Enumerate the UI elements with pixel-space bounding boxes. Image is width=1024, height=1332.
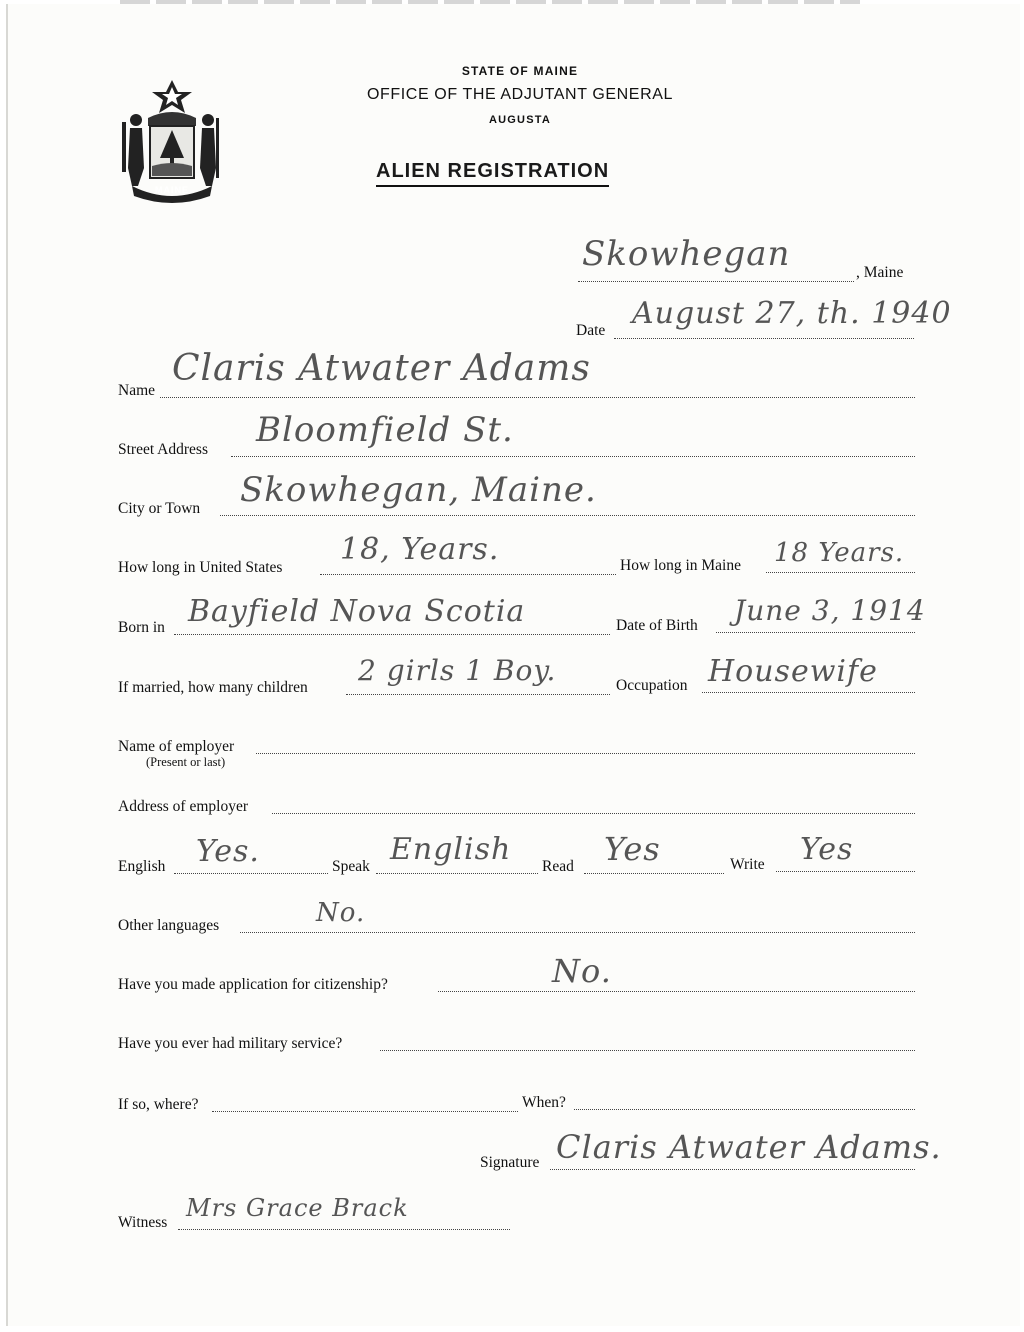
state-seal	[118, 78, 226, 206]
signature-line	[550, 1169, 915, 1170]
how-long-maine-label: How long in Maine	[620, 557, 741, 574]
born-in-line	[174, 634, 610, 635]
citizenship-line	[438, 991, 915, 992]
write-label: Write	[730, 856, 765, 873]
when-line	[574, 1109, 915, 1110]
children-line	[346, 694, 610, 695]
write-line	[776, 871, 915, 872]
seal-banner-text: MAINE	[155, 185, 189, 195]
town-entry: Skowhegan	[582, 234, 791, 274]
read-label: Read	[542, 858, 574, 875]
street-entry: Bloomfield St.	[256, 410, 514, 450]
read-line	[584, 873, 724, 874]
city-line	[220, 515, 915, 516]
english-label: English	[118, 858, 166, 875]
employer-label: Name of employer	[118, 738, 235, 755]
employer-line	[256, 753, 915, 754]
scan-edge	[120, 0, 860, 4]
date-line	[614, 338, 914, 339]
how-long-us-entry: 18, Years.	[340, 532, 500, 567]
employer-address-line	[272, 813, 915, 814]
children-entry: 2 girls 1 Boy.	[358, 654, 557, 687]
signature-entry: Claris Atwater Adams.	[556, 1128, 942, 1166]
witness-line	[178, 1229, 510, 1230]
maine-label: , Maine	[856, 264, 904, 281]
employer-address-label: Address of employer	[118, 798, 248, 815]
when-label: When?	[522, 1094, 566, 1111]
street-line	[231, 456, 915, 457]
occupation-label: Occupation	[616, 677, 688, 694]
children-label: If married, how many children	[118, 679, 308, 696]
date-of-birth-label: Date of Birth	[616, 617, 698, 634]
city-entry: Skowhegan, Maine.	[240, 470, 597, 510]
town-line	[578, 281, 854, 282]
citizenship-label: Have you made application for citizenship?	[118, 976, 388, 993]
other-languages-line	[240, 932, 915, 933]
date-label: Date	[576, 322, 606, 339]
read-entry: Yes	[604, 830, 661, 868]
other-languages-label: Other languages	[118, 917, 220, 934]
speak-entry: English	[390, 832, 512, 867]
how-long-maine-entry: 18 Years.	[774, 538, 905, 568]
other-languages-entry: No.	[316, 898, 366, 928]
form-title: ALIEN REGISTRATION	[376, 160, 609, 187]
header-state: STATE OF MAINE	[461, 64, 579, 78]
where-label: If so, where?	[118, 1096, 199, 1113]
military-line	[380, 1050, 915, 1051]
write-entry: Yes	[800, 832, 854, 867]
employer-sub-label: (Present or last)	[146, 755, 226, 769]
date-of-birth-entry: June 3, 1914	[734, 594, 926, 627]
witness-entry: Mrs Grace Brack	[186, 1194, 409, 1222]
how-long-us-line	[320, 574, 616, 575]
born-in-entry: Bayfield Nova Scotia	[188, 594, 526, 629]
citizenship-entry: No.	[552, 952, 612, 990]
witness-label: Witness	[118, 1214, 168, 1231]
how-long-maine-line	[766, 572, 915, 573]
header-office: OFFICE OF THE ADJUTANT GENERAL	[366, 86, 674, 103]
where-line	[212, 1111, 518, 1112]
date-entry: August 27, th. 1940	[632, 296, 952, 331]
date-of-birth-line	[716, 632, 915, 633]
military-label: Have you ever had military service?	[118, 1035, 343, 1052]
city-label: City or Town	[118, 500, 201, 517]
born-in-label: Born in	[118, 619, 165, 636]
occupation-line	[702, 692, 915, 693]
street-label: Street Address	[118, 441, 208, 458]
occupation-entry: Housewife	[708, 654, 878, 689]
signature-label: Signature	[480, 1154, 540, 1171]
name-line	[160, 397, 915, 398]
header-city: AUGUSTA	[489, 114, 551, 126]
speak-line	[376, 873, 538, 874]
name-entry: Claris Atwater Adams	[172, 348, 591, 389]
speak-label: Speak	[332, 858, 370, 875]
english-line	[174, 873, 328, 874]
how-long-us-label: How long in United States	[118, 559, 283, 576]
english-entry: Yes.	[196, 834, 260, 869]
name-label: Name	[118, 382, 156, 399]
